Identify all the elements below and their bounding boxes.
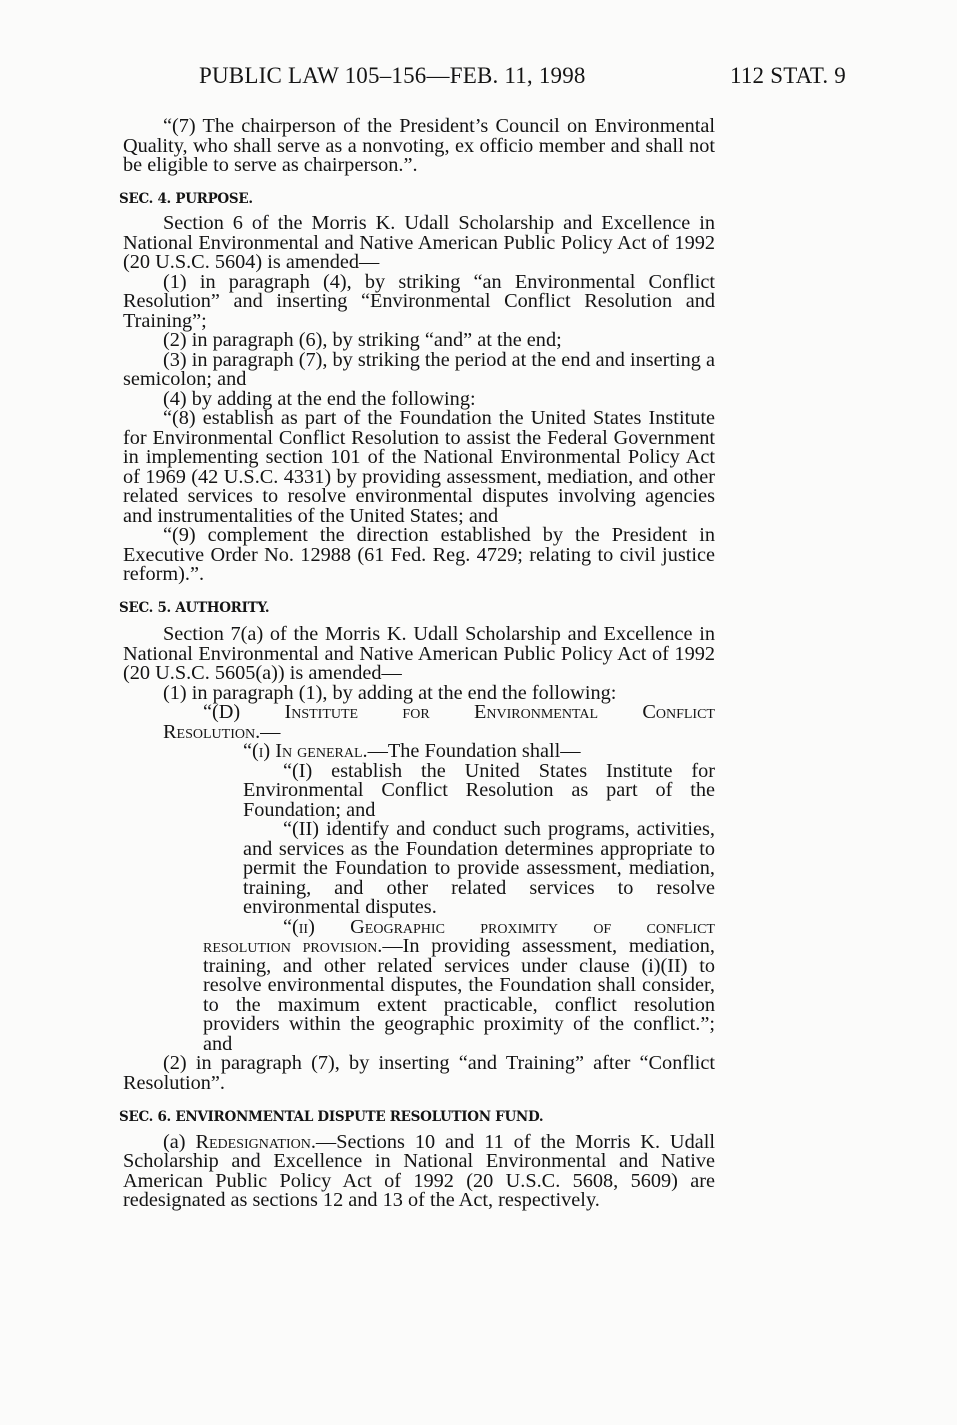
section-5-item-2: (2) in paragraph (7), by inserting “and Training” after “Conflict Resolution”. (123, 1052, 715, 1094)
section-4-item-4: (4) by adding at the end the following: (163, 387, 476, 410)
clause-ii (123, 937, 715, 1054)
clause-ii-label: resolution provision. (203, 935, 383, 957)
subsection-a-text: —Sections 10 and 11 of the Morris K. Udall Scholarship and Excellence in National Environmental and Native American Public Policy Act of 1992 (20 U.S.C. 5608, 5609) are redesignated as sections 12 and 13 of the Act, respectively. (123, 1130, 715, 1211)
clause-ii-text: —In providing assessment, mediation, training, and other related services under clause (i)(II) to resolve environmental disputes, the Foundation shall consider, to the maximum extent practicable, conflict resolution providers within the geographic proximity of the conflict.”; and (203, 935, 715, 1055)
section-5-intro: Section 7(a) of the Morris K. Udall Scholarship and Excellence in National Environmental and Native American Public Policy Act of 1992 (20 U.S.C. 5605(a)) is amended— (123, 623, 715, 684)
paragraph-7: “(7) The chairperson of the President’s Council on Environmental Quality, who shall serve as a nonvoting, ex officio member and shall not be eligible to serve as chairperson.”. (123, 115, 715, 176)
running-header-stat: 112 STAT. 9 (730, 63, 846, 88)
running-header-title: PUBLIC LAW 105–156—FEB. 11, 1998 (199, 63, 586, 88)
section-4-heading: SEC. 4. PURPOSE. (119, 190, 253, 207)
section-6-heading: SEC. 6. ENVIRONMENTAL DISPUTE RESOLUTION FUND. (119, 1109, 544, 1125)
section-4-item-3: (3) in paragraph (7), by striking the period at the end and inserting a semicolon; and (123, 348, 715, 390)
page-body (119, 115, 715, 1211)
subparagraph-d-heading-cont: Resolution.— (163, 720, 281, 743)
section-5-heading: SEC. 5. AUTHORITY. (119, 599, 270, 616)
clause-i-text: —The Foundation shall— (367, 740, 581, 762)
clause-i-label: “(i) In general. (243, 740, 368, 762)
section-4-intro: Section 6 of the Morris K. Udall Scholarship and Excellence in National Environmental and Native American Public Policy Act of 1992 (20 U.S.C. 5604) is amended— (123, 212, 715, 273)
section-4-paragraph-8: “(8) establish as part of the Foundation the United States Institute for Environmental Conflict Resolution to assist the Federal Government in implementing section 101 of the National Environmental Policy Act of 1969 (42 U.S.C. 4331) by providing assessment, mediation, and other related services to resolve environmental disputes involving agencies and instrumentalities of the United States; and (123, 407, 715, 527)
section-4-item-2: (2) in paragraph (6), by striking “and” at the end; (163, 329, 562, 351)
section-6-subsection-a (123, 1130, 715, 1211)
subparagraph-d-heading: “(D) Institute for Environmental Conflict (203, 701, 715, 723)
subsection-a-prefix: (a) (163, 1130, 196, 1153)
clause-ii-heading: “(ii) Geographic proximity of conflict (283, 915, 715, 938)
subclause-I: “(I) establish the United States Institute for Environmental Conflict Resolution as part of the Foundation; and (243, 759, 715, 821)
clause-i (123, 742, 715, 762)
section-4-item-1: (1) in paragraph (4), by striking “an Environmental Conflict Resolution” and inserting “Environmental Conflict Resolution and Training”; (123, 270, 715, 332)
section-5-item-1: (1) in paragraph (1), by adding at the end the following: (163, 681, 617, 704)
section-4-paragraph-9: “(9) complement the direction established by the President in Executive Order No. 12988 (61 Fed. Reg. 4729; relating to civil justice reform).”. (123, 524, 715, 585)
subsection-a-label: Redesignation. (195, 1130, 316, 1153)
subclause-II: “(II) identify and conduct such programs, activities, and services as the Foundation determines appropriate to permit the Foundation to provide assessment, mediation, training, and other related services to resolve environmental disputes. (243, 818, 715, 918)
